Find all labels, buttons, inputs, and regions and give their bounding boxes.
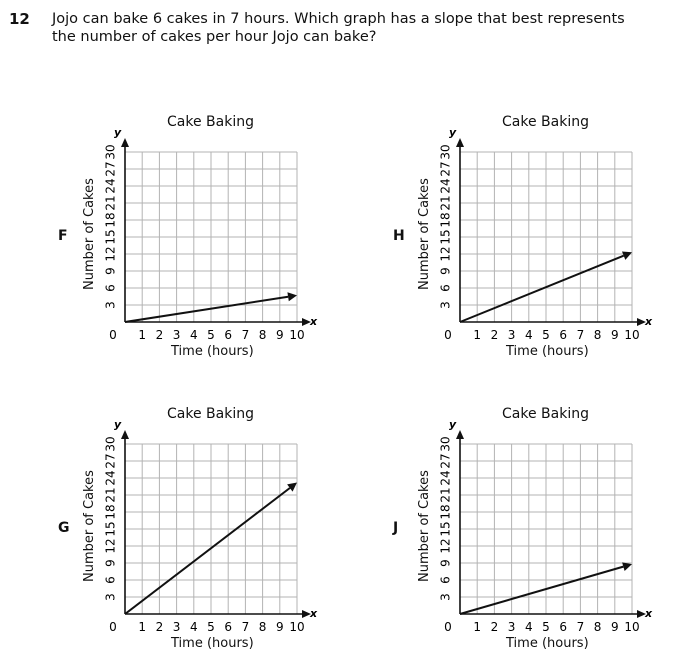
chart-svg	[55, 110, 355, 370]
x-tick-label: 1	[473, 620, 482, 634]
y-tick-label: 18	[103, 504, 118, 520]
x-tick-label: 8	[258, 620, 267, 634]
x-axis-letter: x	[645, 607, 653, 620]
y-tick-label: 24	[438, 470, 453, 486]
x-tick-label: 2	[155, 620, 164, 634]
x-tick-label: 6	[224, 328, 233, 342]
y-tick-label: 21	[438, 487, 453, 503]
x-tick-label: 4	[524, 328, 533, 342]
y-tick-label: 24	[438, 178, 453, 194]
y-axis-label: Number of Cakes	[417, 470, 432, 582]
chart-panel-f	[55, 110, 355, 370]
x-tick-label: 5	[542, 620, 550, 634]
choice-letter: G	[58, 520, 70, 536]
x-tick-label: 5	[207, 328, 215, 342]
chart-title: Cake Baking	[167, 114, 254, 130]
y-tick-label: 12	[438, 246, 453, 262]
y-tick-label: 24	[103, 178, 118, 194]
y-tick-label: 21	[103, 487, 118, 503]
x-tick-label: 7	[241, 620, 250, 634]
chart-title: Cake Baking	[502, 406, 589, 422]
x-tick-label: 3	[507, 328, 516, 342]
data-line	[460, 256, 624, 322]
x-tick-label: 9	[610, 328, 619, 342]
y-tick-label: 30	[103, 144, 118, 160]
y-axis-arrow	[121, 138, 129, 147]
y-tick-label: 18	[438, 212, 453, 228]
x-tick-label: 3	[507, 620, 516, 634]
chart-title: Cake Baking	[167, 406, 254, 422]
data-line-arrow	[287, 292, 297, 301]
y-tick-label: 21	[103, 195, 118, 211]
x-tick-label: 7	[576, 620, 585, 634]
chart-svg	[390, 402, 678, 662]
x-tick-label: 2	[490, 620, 499, 634]
x-tick-label: 9	[275, 328, 284, 342]
x-tick-label: 4	[189, 620, 198, 634]
choice-letter: J	[393, 520, 399, 536]
data-line	[125, 488, 290, 614]
y-tick-label: 27	[103, 453, 118, 469]
chart-svg	[55, 402, 355, 662]
data-line	[460, 567, 623, 614]
y-axis-label: Number of Cakes	[417, 178, 432, 290]
question-number: 12	[9, 10, 30, 28]
x-tick-label: 2	[155, 328, 164, 342]
x-tick-label: 10	[624, 328, 640, 342]
x-tick-label: 9	[275, 620, 284, 634]
y-tick-label: 12	[438, 538, 453, 554]
y-tick-label: 15	[103, 229, 118, 245]
x-tick-label: 7	[241, 328, 250, 342]
x-tick-label: 9	[610, 620, 619, 634]
origin-label: 0	[444, 328, 452, 342]
data-line	[125, 297, 288, 322]
x-tick-label: 6	[559, 620, 568, 634]
y-tick-label: 21	[438, 195, 453, 211]
y-tick-label: 15	[103, 521, 118, 537]
x-axis-letter: x	[310, 315, 318, 328]
y-tick-label: 9	[438, 559, 453, 567]
x-axis-label: Time (hours)	[171, 344, 254, 359]
y-tick-label: 3	[438, 593, 453, 601]
y-axis-letter: y	[114, 418, 122, 431]
y-axis-arrow	[456, 430, 464, 439]
x-tick-label: 1	[473, 328, 482, 342]
y-tick-label: 27	[103, 161, 118, 177]
y-tick-label: 6	[103, 284, 118, 292]
x-axis-label: Time (hours)	[506, 344, 589, 359]
x-tick-label: 5	[542, 328, 550, 342]
x-tick-label: 1	[138, 328, 147, 342]
y-tick-label: 27	[438, 161, 453, 177]
x-tick-label: 8	[593, 328, 602, 342]
x-axis-letter: x	[645, 315, 653, 328]
y-axis-letter: y	[449, 418, 457, 431]
y-tick-label: 3	[103, 301, 118, 309]
x-tick-label: 7	[576, 328, 585, 342]
y-tick-label: 18	[103, 212, 118, 228]
y-tick-label: 9	[103, 267, 118, 275]
chart-title: Cake Baking	[502, 114, 589, 130]
y-tick-label: 3	[438, 301, 453, 309]
x-axis-label: Time (hours)	[171, 636, 254, 651]
y-tick-label: 27	[438, 453, 453, 469]
x-tick-label: 10	[289, 620, 305, 634]
question-text: Jojo can bake 6 cakes in 7 hours. Which graph has a slope that best represents the number of cakes per hour Jojo can bake?	[52, 11, 625, 45]
chart-panel-j	[390, 402, 678, 662]
y-tick-label: 9	[438, 267, 453, 275]
y-axis-letter: y	[449, 126, 457, 139]
origin-label: 0	[109, 328, 117, 342]
y-tick-label: 9	[103, 559, 118, 567]
y-tick-label: 6	[438, 576, 453, 584]
y-tick-label: 15	[438, 521, 453, 537]
x-tick-label: 4	[524, 620, 533, 634]
x-tick-label: 3	[172, 328, 181, 342]
x-tick-label: 1	[138, 620, 147, 634]
y-axis-letter: y	[114, 126, 122, 139]
choice-letter: F	[58, 228, 68, 244]
y-axis-label: Number of Cakes	[82, 178, 97, 290]
x-tick-label: 5	[207, 620, 215, 634]
y-tick-label: 12	[103, 538, 118, 554]
y-tick-label: 30	[103, 436, 118, 452]
chart-svg	[390, 110, 678, 370]
origin-label: 0	[109, 620, 117, 634]
y-tick-label: 18	[438, 504, 453, 520]
x-tick-label: 8	[258, 328, 267, 342]
x-tick-label: 6	[559, 328, 568, 342]
x-tick-label: 2	[490, 328, 499, 342]
y-tick-label: 30	[438, 436, 453, 452]
y-axis-arrow	[456, 138, 464, 147]
chart-panel-g	[55, 402, 355, 662]
y-tick-label: 6	[103, 576, 118, 584]
x-tick-label: 4	[189, 328, 198, 342]
x-tick-label: 10	[624, 620, 640, 634]
y-tick-label: 30	[438, 144, 453, 160]
x-tick-label: 3	[172, 620, 181, 634]
y-tick-label: 24	[103, 470, 118, 486]
y-tick-label: 15	[438, 229, 453, 245]
origin-label: 0	[444, 620, 452, 634]
x-tick-label: 6	[224, 620, 233, 634]
chart-panel-h	[390, 110, 678, 370]
x-tick-label: 8	[593, 620, 602, 634]
x-axis-label: Time (hours)	[506, 636, 589, 651]
y-tick-label: 3	[103, 593, 118, 601]
x-tick-label: 10	[289, 328, 305, 342]
y-axis-label: Number of Cakes	[82, 470, 97, 582]
y-tick-label: 12	[103, 246, 118, 262]
x-axis-letter: x	[310, 607, 318, 620]
y-axis-arrow	[121, 430, 129, 439]
data-line-arrow	[287, 483, 297, 492]
choice-letter: H	[393, 228, 405, 244]
y-tick-label: 6	[438, 284, 453, 292]
data-line-arrow	[622, 562, 632, 571]
